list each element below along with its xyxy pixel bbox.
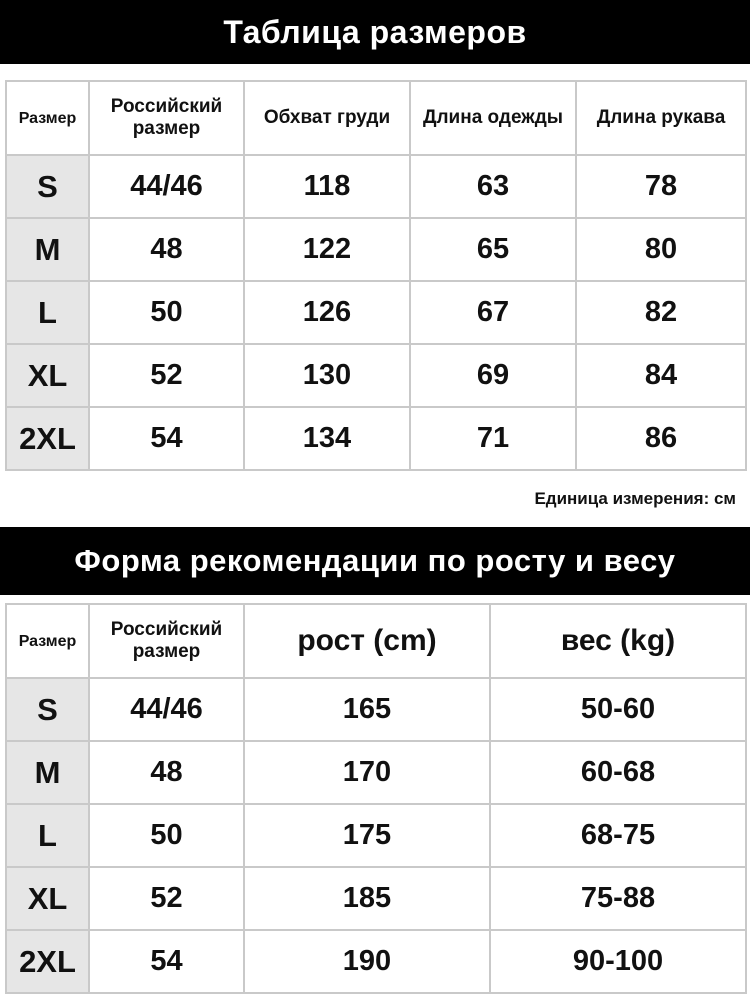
weight-cell: 90-100 — [490, 930, 746, 993]
unit-note: Единица измерения: см — [534, 489, 736, 508]
size-table — [5, 80, 747, 471]
chest-cell: 134 — [244, 407, 410, 470]
table-row — [6, 741, 746, 804]
size-cell: S — [6, 678, 89, 741]
header-length: Длина одежды — [410, 81, 576, 155]
length-cell: 69 — [410, 344, 576, 407]
table-row — [6, 930, 746, 993]
size-cell: M — [6, 218, 89, 281]
sleeve-cell: 80 — [576, 218, 746, 281]
height-cell: 170 — [244, 741, 490, 804]
size-table-title: Таблица размеров — [0, 0, 750, 64]
length-cell: 67 — [410, 281, 576, 344]
height-cell: 175 — [244, 804, 490, 867]
weight-cell: 75-88 — [490, 867, 746, 930]
header-sleeve: Длина рукава — [576, 81, 746, 155]
sleeve-cell: 86 — [576, 407, 746, 470]
ru-size-cell: 44/46 — [89, 678, 244, 741]
ru-size-cell: 50 — [89, 281, 244, 344]
size-cell: XL — [6, 344, 89, 407]
size-cell: 2XL — [6, 407, 89, 470]
height-cell: 165 — [244, 678, 490, 741]
size-cell: L — [6, 804, 89, 867]
chest-cell: 130 — [244, 344, 410, 407]
height-cell: 190 — [244, 930, 490, 993]
table-row — [6, 281, 746, 344]
weight-cell: 68-75 — [490, 804, 746, 867]
table-row — [6, 218, 746, 281]
table-row — [6, 804, 746, 867]
recommend-table-header-row — [6, 604, 746, 678]
ru-size-cell: 52 — [89, 867, 244, 930]
ru-size-cell: 54 — [89, 930, 244, 993]
weight-cell: 50-60 — [490, 678, 746, 741]
header-ru-size: Российский размер — [89, 81, 244, 155]
header-size: Размер — [6, 604, 89, 678]
table-row — [6, 407, 746, 470]
size-table-header-row — [6, 81, 746, 155]
table-row — [6, 678, 746, 741]
header-chest: Обхват груди — [244, 81, 410, 155]
ru-size-cell: 50 — [89, 804, 244, 867]
chest-cell: 118 — [244, 155, 410, 218]
ru-size-cell: 44/46 — [89, 155, 244, 218]
recommend-table — [5, 603, 747, 994]
chest-cell: 126 — [244, 281, 410, 344]
sleeve-cell: 84 — [576, 344, 746, 407]
table-row — [6, 867, 746, 930]
length-cell: 63 — [410, 155, 576, 218]
ru-size-cell: 52 — [89, 344, 244, 407]
length-cell: 71 — [410, 407, 576, 470]
ru-size-cell: 48 — [89, 218, 244, 281]
size-cell: S — [6, 155, 89, 218]
recommend-table-title: Форма рекомендации по росту и весу — [0, 527, 750, 595]
size-cell: L — [6, 281, 89, 344]
table-row — [6, 344, 746, 407]
size-cell: 2XL — [6, 930, 89, 993]
header-ru-size: Российский размер — [89, 604, 244, 678]
ru-size-cell: 54 — [89, 407, 244, 470]
chest-cell: 122 — [244, 218, 410, 281]
header-size: Размер — [6, 81, 89, 155]
weight-cell: 60-68 — [490, 741, 746, 804]
table-row — [6, 155, 746, 218]
ru-size-cell: 48 — [89, 741, 244, 804]
sleeve-cell: 82 — [576, 281, 746, 344]
header-height: рост (cm) — [244, 604, 490, 678]
header-weight: вес (kg) — [490, 604, 746, 678]
sleeve-cell: 78 — [576, 155, 746, 218]
length-cell: 65 — [410, 218, 576, 281]
height-cell: 185 — [244, 867, 490, 930]
size-cell: XL — [6, 867, 89, 930]
size-cell: M — [6, 741, 89, 804]
